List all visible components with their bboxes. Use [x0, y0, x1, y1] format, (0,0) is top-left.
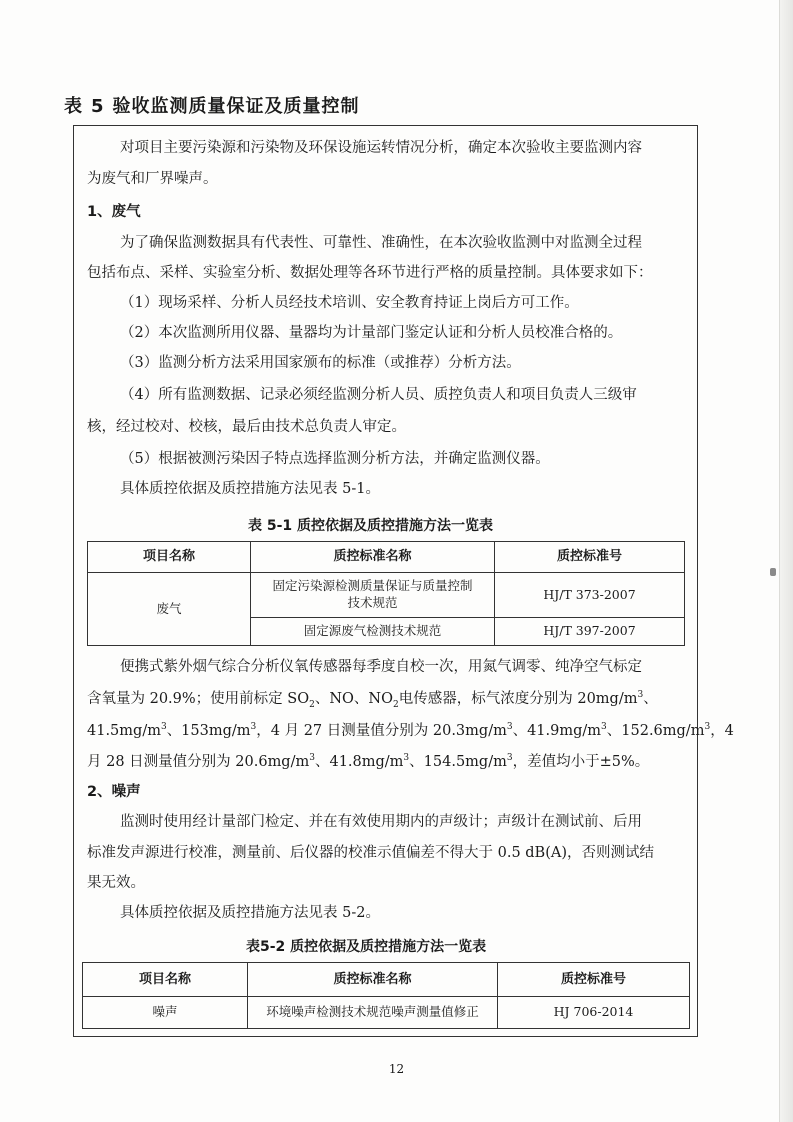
table-5-1 [87, 541, 685, 646]
s1-table-ref: 具体质控依据及质控措施方法见表 5-1。 [120, 481, 380, 497]
s1-item-4-line-1: （4）所有监测数据、记录必须经监测分析人员、质控负责人和项目负责人三级审 [120, 387, 637, 403]
s2-para-line-3: 果无效。 [87, 875, 145, 891]
header-standard-name: 质控标准名称 [251, 542, 495, 573]
standard-name-cell [251, 573, 495, 618]
calibration-line-3: $41.5mg/m^3$、$153mg/m^3$，4 月 27 日测量值分别为 $20.3mg/m^3$、$41.9mg/m^3$、$152.6mg/m^3$，4 [87, 722, 734, 739]
heading-number: 5 [91, 96, 105, 117]
table-5-2-caption: 表5-2 质控依据及质控措施方法一览表 [246, 939, 487, 955]
s2-table-ref: 具体质控依据及质控措施方法见表 5-2。 [120, 905, 380, 921]
table-5-2 [82, 962, 690, 1029]
calibration-line-2: 含氧量为 20.9%；使用前标定 $SO_2$、NO、$NO_2$电传感器，标气浓度分别为 $20mg/m^3$、 [87, 690, 658, 710]
s1-item-3: （3）监测分析方法采用国家颁布的标准（或推荐）分析方法。 [120, 355, 521, 371]
s1-item-2: （2）本次监测所用仪器、量器均为计量部门鉴定认证和分析人员校准合格的。 [120, 325, 623, 341]
calibration-line-4: 月 28 日测量值分别为 $20.6mg/m^3$、$41.8mg/m^3$、$154.5mg/m^3$，差值均小于±5%。 [87, 753, 650, 770]
header-standard-code: 质控标准号 [498, 963, 690, 997]
standard-name-cell: 环境噪声检测技术规范噪声测量值修正 [248, 997, 498, 1029]
heading-prefix: 表 [64, 96, 83, 117]
s2-para-line-1: 监测时使用经计量部门检定、并在有效使用期内的声级计；声级计在测试前、后用 [120, 814, 642, 830]
intro-line-2: 为废气和厂界噪声。 [87, 171, 218, 187]
page-number: 12 [388, 1062, 405, 1076]
s1-item-4-line-2: 核，经过校对、校核，最后由技术总负责人审定。 [87, 419, 406, 435]
calibration-line-1: 便携式紫外烟气综合分析仪氧传感器每季度自校一次，用氮气调零、纯净空气标定 [120, 659, 642, 675]
header-item-name: 项目名称 [83, 963, 248, 997]
table-row [88, 573, 685, 618]
header-standard-name: 质控标准名称 [248, 963, 498, 997]
standard-name-cell: 固定源废气检测技术规范 [251, 618, 495, 646]
standard-code-cell: HJ 706-2014 [498, 997, 690, 1029]
heading-title: 验收监测质量保证及质量控制 [112, 96, 360, 117]
s1-item-5: （5）根据被测污染因子特点选择监测分析方法，并确定监测仪器。 [120, 451, 550, 467]
header-item-name: 项目名称 [88, 542, 251, 573]
standard-name-line-1: 固定污染源检测质量保证与质量控制 [272, 578, 473, 594]
intro-line-1: 对项目主要污染源和污染物及环保设施运转情况分析，确定本次验收主要监测内容 [120, 140, 642, 156]
header-standard-code: 质控标准号 [495, 542, 685, 573]
section-1-title: 1、废气 [87, 204, 141, 220]
table-header-row [83, 963, 690, 997]
table-5-1-caption: 表 5-1 质控依据及质控措施方法一览表 [248, 518, 494, 534]
section-2-title: 2、噪声 [87, 784, 141, 800]
item-cell: 噪声 [83, 997, 248, 1029]
scan-speck [770, 568, 776, 576]
s2-para-line-2: 标准发声源进行校准，测量前、后仪器的校准示值偏差不得大于 0.5 dB(A)，否则测试结 [87, 845, 654, 861]
table-header-row [88, 542, 685, 573]
standard-name-line-2: 技术规范 [347, 595, 398, 610]
section-heading [64, 92, 360, 118]
s1-para-line-1: 为了确保监测数据具有代表性、可靠性、准确性，在本次验收监测中对监测全过程 [120, 235, 642, 251]
s1-item-1: （1）现场采样、分析人员经技术培训、安全教育持证上岗后方可工作。 [120, 295, 579, 311]
page-edge [779, 0, 793, 1122]
table-row [83, 997, 690, 1029]
s1-para-line-2: 包括布点、采样、实验室分析、数据处理等各环节进行严格的质量控制。具体要求如下： [87, 265, 653, 281]
standard-code-cell: HJ/T 373-2007 [495, 573, 685, 618]
standard-code-cell: HJ/T 397-2007 [495, 618, 685, 646]
item-cell: 废气 [88, 573, 251, 646]
